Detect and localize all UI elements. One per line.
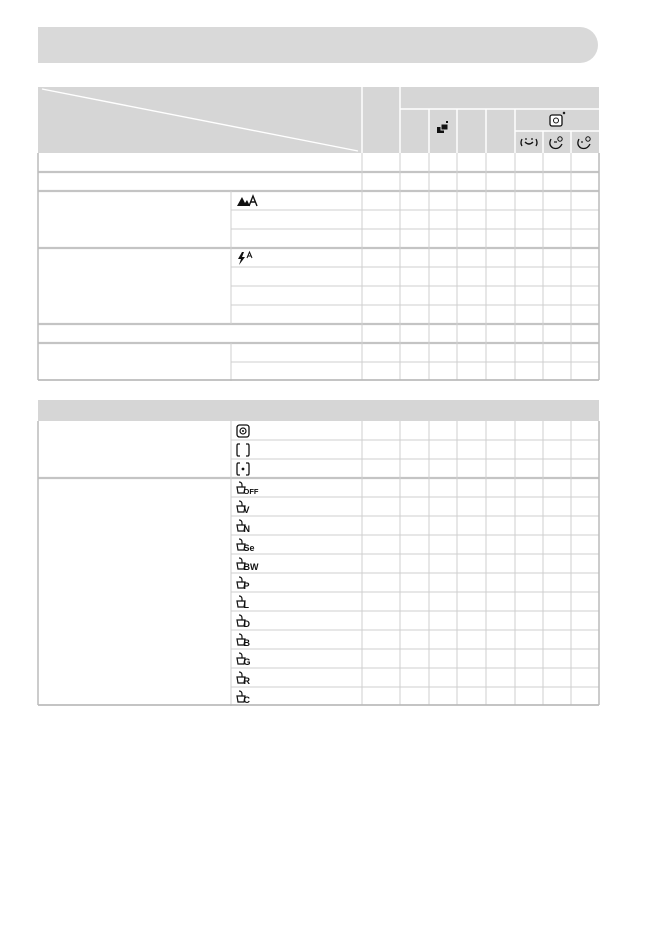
evaluative-metering-icon <box>237 425 249 437</box>
custom-color-icon <box>237 691 251 705</box>
auto-mode-icon <box>237 196 257 206</box>
icon-suffix: OFF <box>243 487 259 496</box>
black-white-icon <box>237 558 259 572</box>
icon-suffix: G <box>243 657 251 667</box>
icon-suffix: B <box>243 638 250 648</box>
table-b-header <box>38 400 599 421</box>
spot-metering-icon <box>237 463 249 475</box>
vivid-green-icon <box>237 653 251 667</box>
icon-suffix: V <box>243 505 250 515</box>
lighter-skin-icon <box>237 596 250 610</box>
icon-suffix: N <box>243 524 250 534</box>
table-a-body <box>38 153 599 381</box>
icon-suffix: C <box>243 695 250 705</box>
icon-suffix: R <box>243 676 250 686</box>
icon-suffix: P <box>243 581 250 591</box>
icon-suffix: D <box>243 619 250 629</box>
header-top-group <box>400 87 599 109</box>
sepia-icon <box>237 539 255 553</box>
table-b <box>38 400 599 706</box>
table-b-body <box>38 421 599 706</box>
icon-suffix: BW <box>243 562 259 572</box>
icon-suffix: L <box>243 600 249 610</box>
header-col-mode <box>362 87 400 153</box>
my-colors-off-icon <box>237 482 259 496</box>
vivid-icon <box>237 501 250 515</box>
darker-skin-icon <box>237 615 251 629</box>
vivid-blue-icon <box>237 634 251 648</box>
positive-film-icon <box>237 577 250 591</box>
neutral-icon <box>237 520 250 534</box>
icon-suffix: Se <box>243 543 255 553</box>
flash-auto-icon <box>238 252 252 265</box>
table-a <box>38 87 599 381</box>
vivid-red-icon <box>237 672 251 686</box>
center-weighted-metering-icon <box>237 444 249 456</box>
